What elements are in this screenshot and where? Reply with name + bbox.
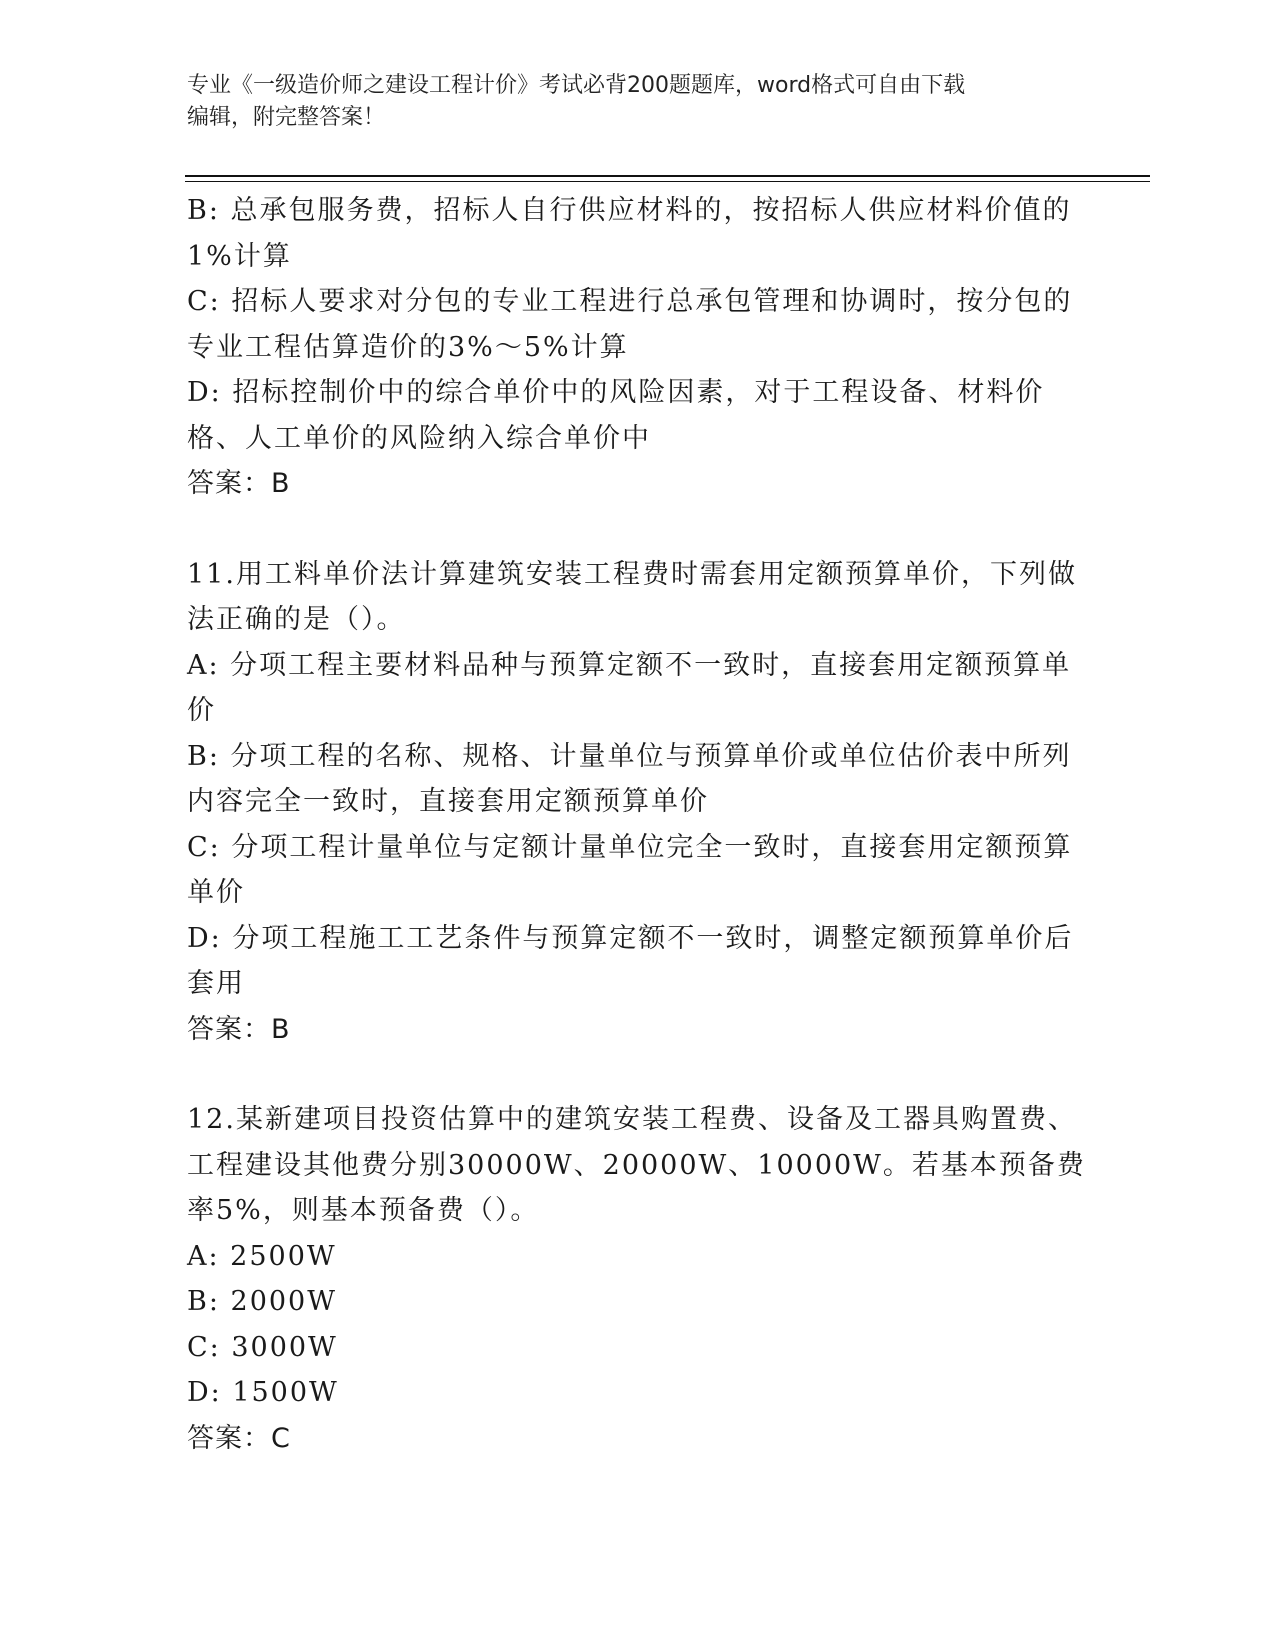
q11-answer: 答案：B xyxy=(187,1013,291,1045)
header-rule-thick xyxy=(185,175,1150,177)
q11-option-d: D: 分项工程施工工艺条件与预算定额不一致时，调整定额预算单价后套用 xyxy=(187,922,1074,999)
question-10-tail xyxy=(187,188,1087,507)
question-11 xyxy=(187,552,1087,1053)
q10-option-d: D: 招标控制价中的综合单价中的风险因素，对于工程设备、材料价格、人工单价的风险纳入综合单价中 xyxy=(187,377,1045,454)
q12-option-c: C: 3000W xyxy=(187,1331,338,1363)
question-12 xyxy=(187,1097,1087,1461)
q11-option-a: A: 分项工程主要材料品种与预算定额不一致时，直接套用定额预算单价 xyxy=(187,649,1072,726)
q11-option-b: B: 分项工程的名称、规格、计量单位与预算单价或单位估价表中所列内容完全一致时，直接套用定额预算单价 xyxy=(187,740,1072,817)
page-header xyxy=(187,70,1087,134)
spacer xyxy=(187,507,1087,552)
header-rule-thin xyxy=(185,181,1150,182)
q11-stem: 11.用工料单价法计算建筑安装工程费时需套用定额预算单价，下列做法正确的是（）。 xyxy=(187,558,1077,635)
q12-option-a: A: 2500W xyxy=(187,1240,337,1272)
header-title-line-2: 编辑，附完整答案！ xyxy=(187,105,386,130)
q12-option-b: B: 2000W xyxy=(187,1286,337,1317)
q10-answer: 答案：B xyxy=(187,468,291,499)
spacer xyxy=(187,1052,1087,1097)
header-title-line-1: 专业《一级造价师之建设工程计价》考试必背200题题库，word格式可自由下载 xyxy=(187,73,966,98)
question-list xyxy=(187,188,1087,1461)
q10-option-b: B: 总承包服务费，招标人自行供应材料的，按招标人供应材料价值的1%计算 xyxy=(187,195,1072,272)
q12-answer: 答案：C xyxy=(187,1422,291,1454)
q12-stem: 12.某新建项目投资估算中的建筑安装工程费、设备及工器具购置费、工程建设其他费分别30000W、20000W、10000W。若基本预备费率5%，则基本预备费（）。 xyxy=(187,1104,1086,1226)
q12-option-d: D: 1500W xyxy=(187,1377,339,1408)
q10-option-c: C: 招标人要求对分包的专业工程进行总承包管理和协调时，按分包的专业工程估算造价的3%～5%计算 xyxy=(187,286,1073,363)
q11-option-c: C: 分项工程计量单位与定额计量单位完全一致时，直接套用定额预算单价 xyxy=(187,831,1073,908)
